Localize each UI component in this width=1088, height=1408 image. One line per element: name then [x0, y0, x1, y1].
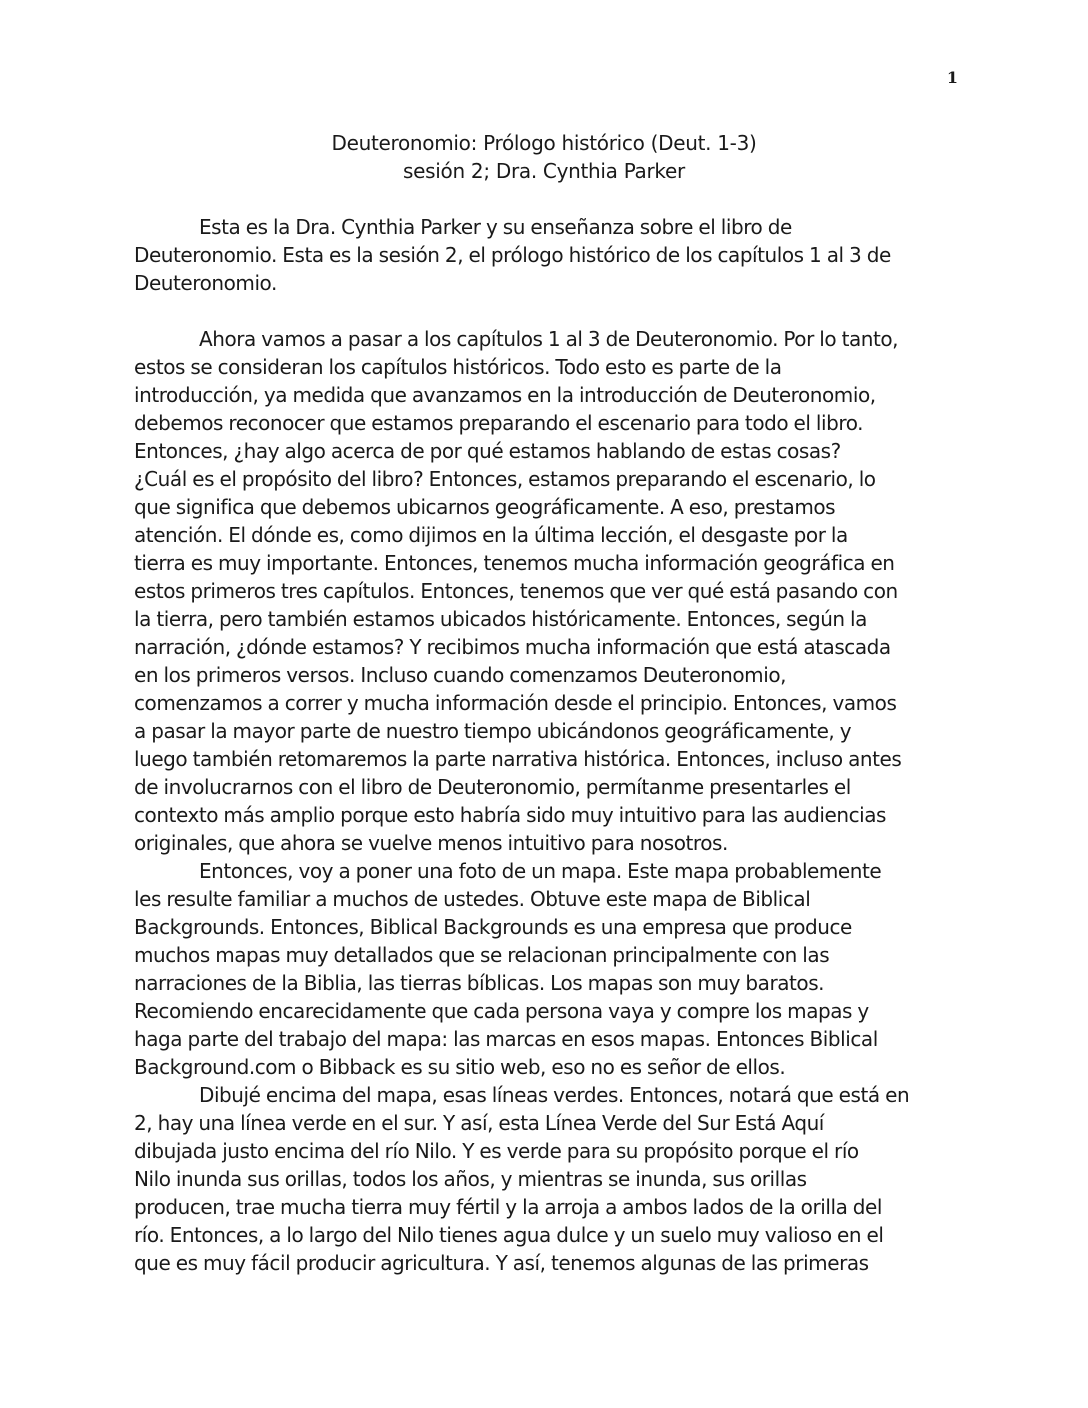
text-line: Nilo inunda sus orillas, todos los años, y mientras se inunda, sus orillas [134, 1167, 807, 1191]
text-line: muchos mapas muy detallados que se relacionan principalmente con las [134, 943, 830, 967]
page-number: 1 [946, 68, 958, 87]
text-line: río. Entonces, a lo largo del Nilo tienes agua dulce y un suelo muy valioso en el [134, 1223, 884, 1247]
text-line: producen, trae mucha tierra muy fértil y la arroja a ambos lados de la orilla del [134, 1195, 882, 1219]
text-line: estos primeros tres capítulos. Entonces, tenemos que ver qué está pasando con [134, 579, 898, 603]
text-line: les resulte familiar a muchos de ustedes. Obtuve este mapa de Biblical [134, 887, 811, 911]
text-line: ¿Cuál es el propósito del libro? Entonces, estamos preparando el escenario, lo [134, 467, 876, 491]
text-line: 2, hay una línea verde en el sur. Y así, esta Línea Verde del Sur Está Aquí [134, 1111, 824, 1135]
text-line: que es muy fácil producir agricultura. Y así, tenemos algunas de las primeras [134, 1251, 869, 1275]
text-line: comenzamos a correr y mucha información desde el principio. Entonces, vamos [134, 691, 897, 715]
title-line-1: Deuteronomio: Prólogo histórico (Deut. 1-3) [331, 131, 757, 155]
text-line: narración, ¿dónde estamos? Y recibimos mucha información que está atascada [134, 635, 891, 659]
text-line: tierra es muy importante. Entonces, tenemos mucha información geográfica en [134, 551, 895, 575]
text-line: Deuteronomio. Esta es la sesión 2, el prólogo histórico de los capítulos 1 al 3 de [134, 243, 891, 267]
text-line: la tierra, pero también estamos ubicados históricamente. Entonces, según la [134, 607, 867, 631]
text-line: originales, que ahora se vuelve menos intuitivo para nosotros. [134, 831, 728, 855]
paragraph-2 [134, 325, 964, 857]
text-line: Esta es la Dra. Cynthia Parker y su enseñanza sobre el libro de [199, 215, 792, 239]
paragraph-1 [134, 213, 964, 297]
document-body [134, 213, 964, 1277]
text-line: contexto más amplio porque esto habría sido muy intuitivo para las audiencias [134, 803, 887, 827]
paragraph-4 [134, 1081, 964, 1277]
text-line: introducción, ya medida que avanzamos en la introducción de Deuteronomio, [134, 383, 876, 407]
text-line: luego también retomaremos la parte narrativa histórica. Entonces, incluso antes [134, 747, 902, 771]
text-line: Recomiendo encarecidamente que cada persona vaya y compre los mapas y [134, 999, 869, 1023]
text-line: Dibujé encima del mapa, esas líneas verdes. Entonces, notará que está en [199, 1083, 910, 1107]
paragraph-3 [134, 857, 964, 1081]
text-line: haga parte del trabajo del mapa: las marcas en esos mapas. Entonces Biblical [134, 1027, 878, 1051]
text-line: Backgrounds. Entonces, Biblical Backgrounds es una empresa que produce [134, 915, 852, 939]
text-line: de involucrarnos con el libro de Deuteronomio, permítanme presentarles el [134, 775, 851, 799]
text-line: Deuteronomio. [134, 271, 277, 295]
text-line: Ahora vamos a pasar a los capítulos 1 al 3 de Deuteronomio. Por lo tanto, [199, 327, 899, 351]
text-line: en los primeros versos. Incluso cuando comenzamos Deuteronomio, [134, 663, 787, 687]
title-line-2: sesión 2; Dra. Cynthia Parker [403, 159, 685, 183]
text-line: Background.com o Bibback es su sitio web, eso no es señor de ellos. [134, 1055, 786, 1079]
text-line: a pasar la mayor parte de nuestro tiempo ubicándonos geográficamente, y [134, 719, 852, 743]
text-line: estos se consideran los capítulos históricos. Todo esto es parte de la [134, 355, 782, 379]
text-line: que significa que debemos ubicarnos geográficamente. A eso, prestamos [134, 495, 836, 519]
text-line: atención. El dónde es, como dijimos en la última lección, el desgaste por la [134, 523, 848, 547]
text-line: debemos reconocer que estamos preparando el escenario para todo el libro. [134, 411, 864, 435]
text-line: dibujada justo encima del río Nilo. Y es verde para su propósito porque el río [134, 1139, 859, 1163]
text-line: Entonces, voy a poner una foto de un mapa. Este mapa probablemente [199, 859, 882, 883]
document-title [134, 129, 954, 185]
text-line: narraciones de la Biblia, las tierras bíblicas. Los mapas son muy baratos. [134, 971, 825, 995]
text-line: Entonces, ¿hay algo acerca de por qué estamos hablando de estas cosas? [134, 439, 841, 463]
